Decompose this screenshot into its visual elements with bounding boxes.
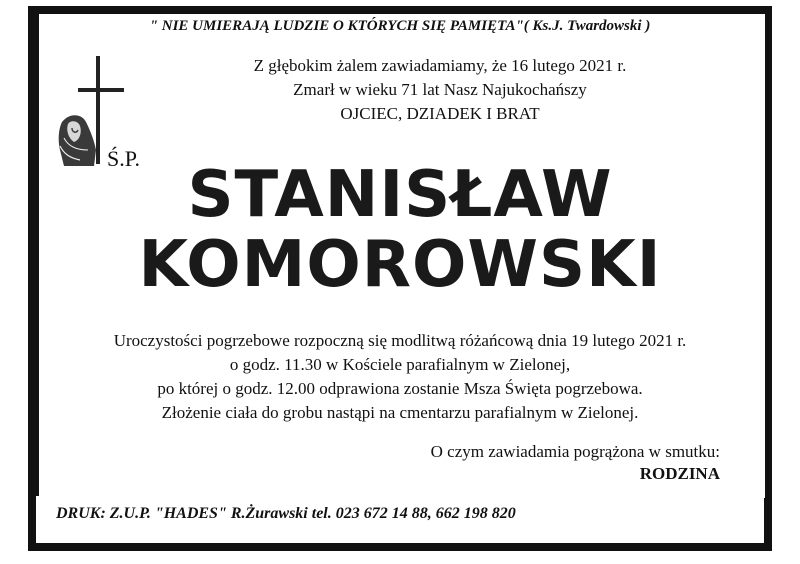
ceremony-line-4: Złożenie ciała do grobu nastąpi na cmentarzu parafialnym w Zielonej. — [161, 403, 639, 422]
motto-quote: " NIE UMIERAJĄ LUDZIE O KTÓRYCH SIĘ PAMIĘTA"( Ks.J. Twardowski ) — [149, 18, 651, 34]
intro-line-3: OJCIEC, DZIADEK I BRAT — [340, 104, 540, 123]
honorific: Ś.P. — [107, 146, 141, 171]
family-signature: RODZINA — [639, 464, 720, 483]
intro-line-2: Zmarł w wieku 71 lat Nasz Najukochańszy — [293, 80, 587, 99]
deceased-last-name: KOMOROWSKI — [138, 228, 662, 302]
notify-text: O czym zawiadamia pogrążona w smutku: — [430, 442, 720, 461]
ceremony-line-1: Uroczystości pogrzebowe rozpoczną się modlitwą różańcową dnia 19 lutego 2021 r. — [113, 331, 687, 350]
ceremony-line-2: o godz. 11.30 w Kościele parafialnym w Zielonej, — [229, 355, 571, 374]
deceased-first-name: STANISŁAW — [187, 158, 613, 232]
ceremony-line-3: po której o godz. 12.00 odprawiona zostanie Msza Święta pogrzebowa. — [157, 379, 643, 398]
intro-line-1: Z głębokim żalem zawiadamiamy, że 16 lutego 2021 r. — [253, 56, 627, 75]
printer-credit: DRUK: Z.U.P. "HADES" R.Żurawski tel. 023 672 14 88, 662 198 820 — [56, 505, 516, 522]
